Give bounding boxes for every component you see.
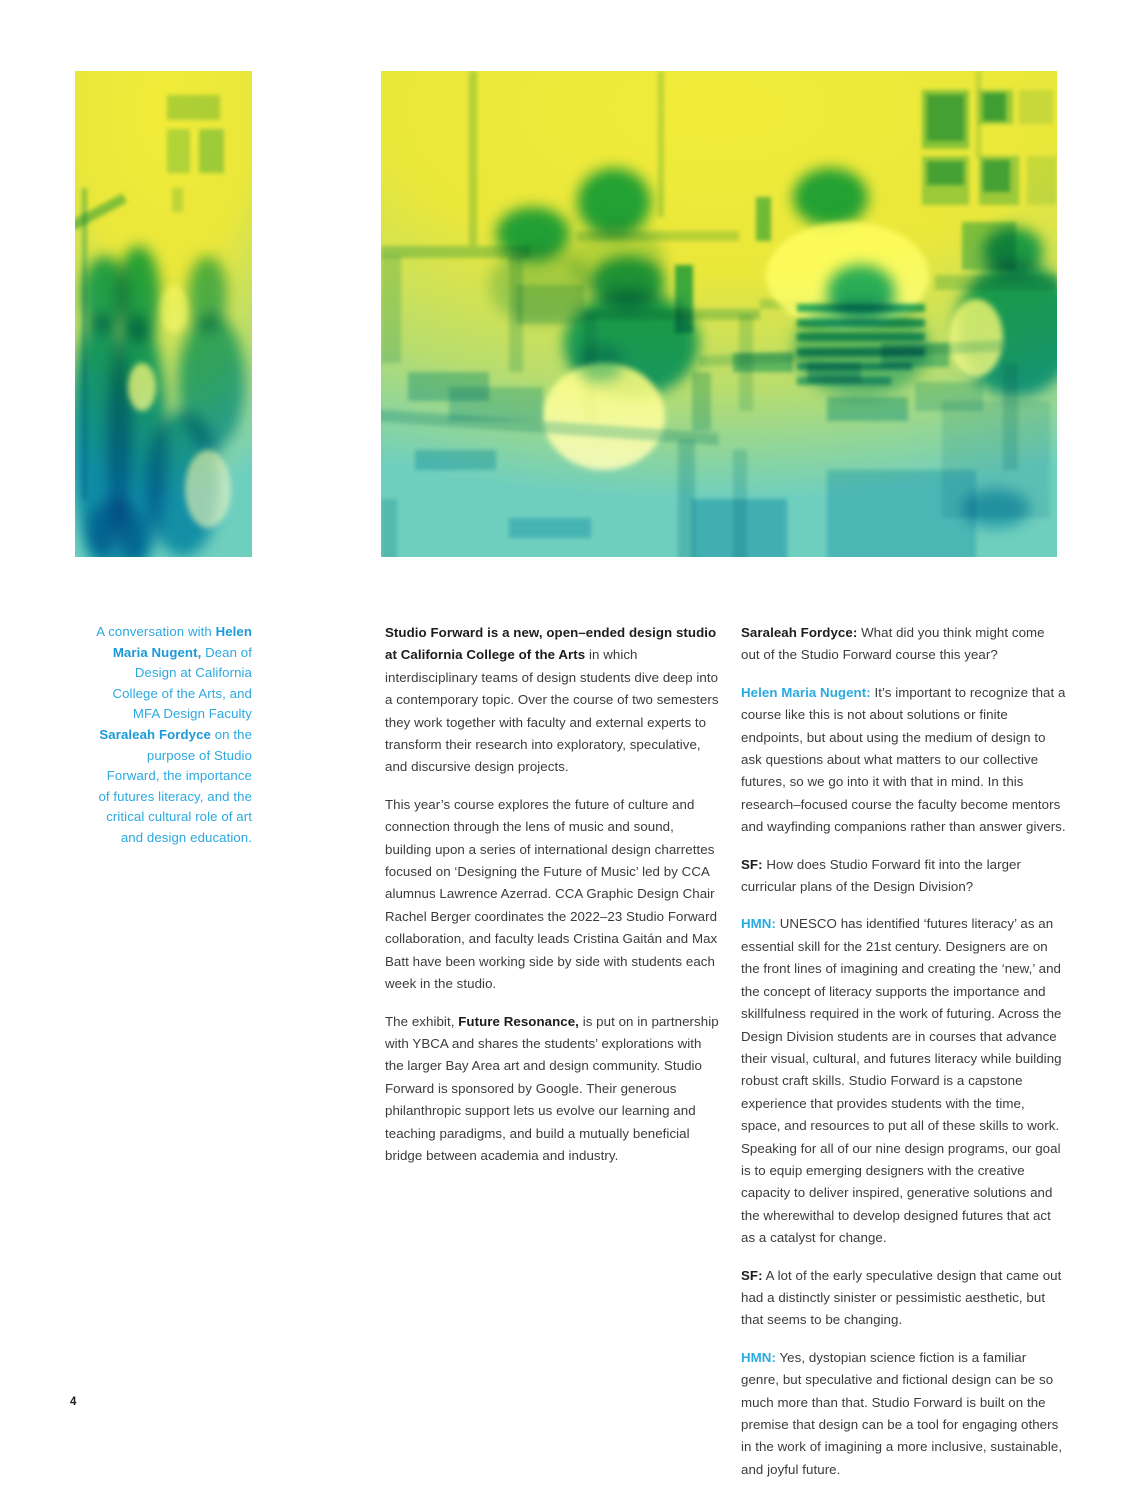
speaker-label: SF: [741,1267,763,1283]
intro-column [385,622,720,1182]
interview-exchange [741,682,1066,839]
intro-paragraph-3 [385,1011,720,1168]
exchange-text: What did you think might come out of the Studio Forward course this year? [741,625,1045,663]
caption-line-intro: A conversation with [96,624,216,639]
photo-left-duotone [75,71,252,557]
speaker-label: Helen Maria Nugent: [741,684,871,700]
interview-column [741,622,1066,1496]
exchange-text: Yes, dystopian science fiction is a familiar genre, but speculative and fictional design can be so much more than that. Studio Forward is built on the premise that design can be a tool for engaging others in the work of imagining a more inclusive, sustainable, and joyful future. [741,1349,1063,1477]
exhibit-prefix: The exhibit, [385,1013,459,1029]
photo-main-duotone [381,71,1057,557]
photo-left [75,71,252,557]
speaker-label: HMN: [741,1349,776,1365]
photo-main [381,71,1057,557]
exhibit-title: Future Resonance, [458,1013,579,1029]
intro-paragraph-1 [385,622,720,779]
exchange-text: A lot of the early speculative design that came out had a distinctly sinister or pessimistic aesthetic, but that seems to be changing. [741,1267,1062,1328]
exhibit-body: is put on in partnership with YBCA and shares the students’ explorations with the larger Bay Area art and design community. Studio Forward is sponsored by Google. Their generous philanthropic support lets us evolve our learning and teaching paradigms, and build a mutually beneficial bridge between academia and industry. [385,1013,719,1163]
speaker-label: HMN: [741,916,776,932]
page-number: 4 [70,1396,77,1408]
intro-paragraph-1-body: in which interdisciplinary teams of design students dive deep into a contemporary topic. Over the course of two semesters they work together with faculty and external experts to transform their research into exploratory, speculative, and discursive design projects. [385,647,719,775]
interview-exchange [741,1347,1066,1481]
caption-name-fordyce: Saraleah Fordyce [99,726,211,742]
exchange-text: How does Studio Forward fit into the larger curricular plans of the Design Division? [741,856,1021,895]
speaker-label: SF: [741,856,763,872]
caption-name-nugent: Helen Maria Nugent, [112,624,252,660]
interview-exchange [741,1265,1066,1332]
interview-exchange [741,622,1066,667]
speaker-label: Saraleah Fordyce: [741,625,858,640]
intro-lead-sentence: Studio Forward is a new, open–ended design studio at California College of the Arts [385,625,717,663]
intro-paragraph-2: This year’s course explores the future of culture and connection through the lens of music and sound, building upon a series of international design charrettes focused on ‘Designing the Future of Music’ led by CCA alumnus Lawrence Azerrad. CCA Graphic Design Chair Rachel Berger coordinates the 2022–23 Studio Forward collaboration, and faculty leads Cristina Gaitán and Max Batt have been working side by side with students each week in the studio. [385,796,718,992]
exchange-text: It’s important to recognize that a course like this is not about solutions or finite endpoints, but about using the medium of design to ask questions about what matters to our collective futures, so we go into it with that in mind. In this research–focused course the faculty become mentors and wayfinding companions rather than answer givers. [741,684,1066,835]
conversation-caption [92,622,252,849]
caption-line-role: Dean of Design at California College of the Arts, and MFA Design Faculty [112,644,252,722]
exchange-text: UNESCO has identified ‘futures literacy’ as an essential skill for the 21st century. Designers are on the front lines of imagining and creating the ‘new,’ and the concept of literacy supports the importance and skillfulness required in the work of futuring. Across the Design Division students are in courses that advance their visual, cultural, and futures literacy while building robust craft skills. Studio Forward is a capstone experience that provides students with the time, space, and resources to put all of these skills to work. Speaking for all of our nine design programs, our goal is to equip emerging designers with the creative capacity to deliver inspired, generative solutions and the wherewithal to develop designed futures that act as a catalyst for change. [741,916,1062,1246]
interview-exchange [741,854,1066,899]
caption-line-purpose: on the purpose of Studio Forward, the importance of futures literacy, and the critical cultural role of art and design education. [98,726,252,845]
interview-exchange [741,913,1066,1249]
